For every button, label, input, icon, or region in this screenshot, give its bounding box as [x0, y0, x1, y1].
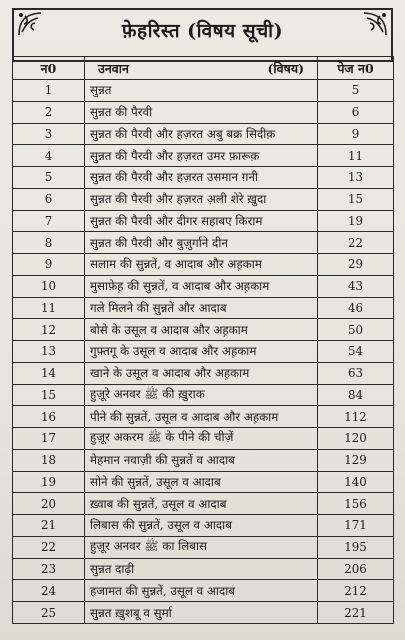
row-page: 129 — [318, 449, 394, 471]
row-number: 9 — [13, 254, 85, 276]
corner-ornament-right-icon — [361, 10, 389, 38]
row-title: सुन्नत की पैरवी और हज़रत अ़ली शेरे ख़ुदा — [85, 188, 318, 210]
row-title: मुसाफ़ेह़ की सुन्नतें, व आदाब और अह़काम — [85, 275, 318, 297]
row-number: 18 — [13, 449, 85, 471]
table-row — [13, 123, 394, 145]
row-title: गुफ़्तगू के उसूल व आदाब और अह़काम — [85, 341, 318, 363]
row-number: 14 — [13, 362, 85, 384]
row-title: सुन्नत की पैरवी — [85, 101, 318, 123]
header-title-label: उनवान — [98, 60, 129, 76]
row-page: 43 — [318, 275, 394, 297]
table-row — [13, 602, 394, 624]
table-row — [13, 145, 394, 167]
row-number: 17 — [13, 428, 85, 450]
table-row — [13, 319, 394, 341]
row-number: 21 — [13, 515, 85, 537]
row-title: सुन्नत की पैरवी और हज़रत उमर फ़ारूक़ — [85, 145, 318, 167]
row-title: पीने की सुन्नतें, उसूल व आदाब और अह़काम — [85, 406, 318, 428]
row-page: 206 — [318, 558, 394, 580]
row-title: मेहमान नवाज़ी की सुन्नतें व आदाब — [85, 449, 318, 471]
row-number: 15 — [13, 384, 85, 406]
row-page: 6 — [318, 101, 394, 123]
row-page: 9 — [318, 123, 394, 145]
row-number: 16 — [13, 406, 85, 428]
row-number: 6 — [13, 188, 85, 210]
row-title: सुन्नत की पैरवी और बुज़ुर्गाने दीन — [85, 232, 318, 254]
row-title: सुन्नत दाढ़ी — [85, 558, 318, 580]
row-title: हजामत की सुन्नतें, उसूल व आदाब — [85, 580, 318, 602]
header-subject-label: (विषय) — [267, 60, 304, 76]
row-number: 4 — [13, 145, 85, 167]
table-row — [13, 297, 394, 319]
table-row — [13, 254, 394, 276]
header-number: न0 — [13, 57, 85, 80]
row-number: 11 — [13, 297, 85, 319]
row-page: 120 — [318, 428, 394, 450]
row-number: 1 — [13, 80, 85, 102]
table-row — [13, 471, 394, 493]
row-number: 24 — [13, 580, 85, 602]
row-number: 23 — [13, 558, 85, 580]
row-title: ख़्वाब की सुन्नतें, उसूल व आदाब — [85, 493, 318, 515]
row-title: हुज़ूरे अनवर ﷺ की ख़ुराक — [85, 384, 318, 406]
row-title: सुन्नत की पैरवी और दीगर सहाबए किराम — [85, 210, 318, 232]
corner-ornament-left-icon — [16, 10, 44, 38]
table-row — [13, 101, 394, 123]
table-row — [13, 406, 394, 428]
row-page: 11 — [318, 145, 394, 167]
header-page: पेज न0 — [318, 57, 394, 80]
table-row — [13, 384, 394, 406]
row-page: 15 — [318, 188, 394, 210]
header-title — [85, 57, 318, 80]
row-title: लिबास की सुन्नतें, उसूल व आदाब — [85, 515, 318, 537]
table-row — [13, 428, 394, 450]
row-number: 12 — [13, 319, 85, 341]
page-title: फ़ेहरिस्त (विषय सूची) — [121, 20, 284, 42]
row-page: 171 — [318, 515, 394, 537]
row-page: 5 — [318, 80, 394, 102]
row-number: 10 — [13, 275, 85, 297]
row-page: 212 — [318, 580, 394, 602]
row-page: 112 — [318, 406, 394, 428]
row-title: गले मिलने की सुन्नतें और आदाब — [85, 297, 318, 319]
row-title: बोसे के उसूल व आदाब और अह़काम — [85, 319, 318, 341]
table-row — [13, 493, 394, 515]
table-row — [13, 80, 394, 102]
row-title: सुन्नत — [85, 80, 318, 102]
row-page: 156 — [318, 493, 394, 515]
table-row — [13, 275, 394, 297]
table-row — [13, 580, 394, 602]
row-page: 22 — [318, 232, 394, 254]
row-number: 8 — [13, 232, 85, 254]
table-row — [13, 449, 394, 471]
row-title: खाने के उसूल व आदाब और अह़काम — [85, 362, 318, 384]
table-row — [13, 210, 394, 232]
row-page: 195 — [318, 536, 394, 558]
row-number: 25 — [13, 602, 85, 624]
row-number: 3 — [13, 123, 85, 145]
row-page: 54 — [318, 341, 394, 363]
row-title: सलाम की सुन्नतें, व आदाब और अह़काम — [85, 254, 318, 276]
row-number: 7 — [13, 210, 85, 232]
table-body — [13, 80, 394, 624]
row-number: 19 — [13, 471, 85, 493]
row-number: 5 — [13, 167, 85, 189]
row-page: 221 — [318, 602, 394, 624]
row-number: 2 — [13, 101, 85, 123]
row-page: 84 — [318, 384, 394, 406]
table-header-row — [13, 57, 394, 80]
row-title: सुन्नत ख़ुशबू व सुर्मा — [85, 602, 318, 624]
row-page: 13 — [318, 167, 394, 189]
table-row — [13, 536, 394, 558]
row-title: सोने की सुन्नतें, उसूल व आदाब — [85, 471, 318, 493]
row-page: 46 — [318, 297, 394, 319]
table-row — [13, 232, 394, 254]
row-number: 20 — [13, 493, 85, 515]
row-page: 50 — [318, 319, 394, 341]
table-row — [13, 341, 394, 363]
row-title: हुज़ूर अकरम ﷺ के पीने की चीज़ें — [85, 428, 318, 450]
table-row — [13, 188, 394, 210]
row-page: 63 — [318, 362, 394, 384]
contents-table — [12, 56, 394, 624]
table-row — [13, 515, 394, 537]
row-number: 13 — [13, 341, 85, 363]
table-row — [13, 167, 394, 189]
row-title: सुन्नत की पैरवी और हज़रत अबु बक्र सिदीक़ — [85, 123, 318, 145]
row-title: सुन्नत की पैरवी और हज़रत उसमान ग़नी — [85, 167, 318, 189]
row-page: 29 — [318, 254, 394, 276]
row-number: 22 — [13, 536, 85, 558]
row-page: 140 — [318, 471, 394, 493]
row-title: हुज़ूर अनवर ﷺ का लिबास — [85, 536, 318, 558]
table-row — [13, 558, 394, 580]
table-row — [13, 362, 394, 384]
row-page: 19 — [318, 210, 394, 232]
